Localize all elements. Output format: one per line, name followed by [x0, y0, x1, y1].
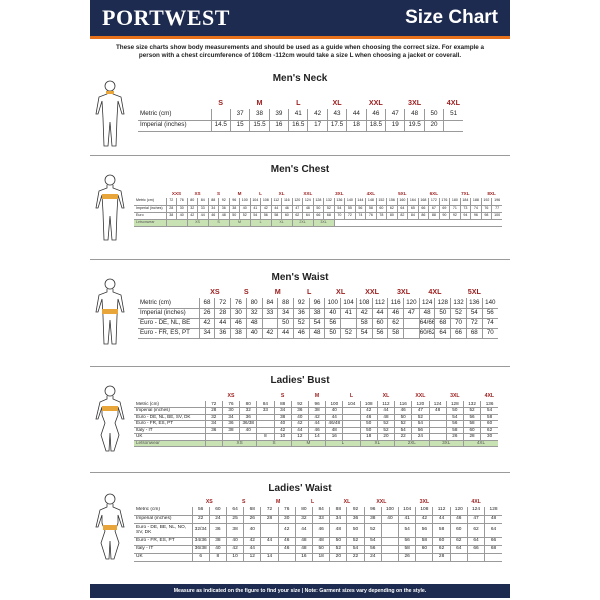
row-label: Euro - FR, ES, PT [134, 421, 205, 428]
table-row: Euro - DE, NL, BE 42 44 46 48 50 52 54 56 58 60 62 64/66 68 70 72 74 [138, 318, 498, 328]
size-label: XS [227, 393, 235, 400]
section-mens-chest [90, 158, 510, 258]
table-row: Metric (cm) 68 72 76 80 84 88 92 96 100 104 108 112 116 120 124 128 132 136 140 [138, 298, 498, 308]
size-label: 4XL [446, 97, 460, 107]
size-label: XL [278, 190, 285, 196]
table-row: UK 8 10 12 14 16 18 20 22 24 26 28 30 [134, 434, 498, 441]
size-label: M [256, 97, 263, 107]
size-label: 5XL [398, 190, 407, 196]
row-label: Italy - IT [134, 545, 192, 553]
section-title: Men's Chest [270, 164, 330, 175]
row-label: Imperial (inches) [134, 408, 205, 415]
size-label: 4XL [366, 190, 376, 196]
row-label: Imperial (inches) [134, 205, 166, 212]
table-row: Italy - IT 36 38 40 42 44 46 48 50 52 54 56 58 60 62 [134, 427, 498, 434]
row-label: Metric (cm) [134, 198, 166, 205]
size-label: 3XL [408, 97, 422, 107]
figure-waist-icon [92, 276, 128, 348]
size-label: M [314, 393, 320, 400]
size-row [134, 393, 498, 401]
table-row: Euro - FR, ES, PT 34/36 38 40 42 44 46 48 48 50 52 54 56 58 60 62 64 66 [134, 537, 502, 545]
section-ladies-bust [90, 369, 510, 471]
row-label: Italy - IT [134, 427, 205, 434]
table-row: Imperial (inches) 26 28 30 32 33 34 36 38 40 41 42 44 46 47 48 50 52 54 56 [138, 308, 498, 318]
size-label: S [280, 393, 285, 400]
table-row: Euro - FR, ES, PT 34 36 38 40 42 44 46 48 50 52 54 56 58 60/62 64 66 68 70 [138, 328, 498, 338]
table-row: Euro - FR, ES, PT 34 36 36/38 40 42 44 46/48 50 52 52 54 56 58 60 [134, 421, 498, 428]
row-label: UK [134, 434, 205, 441]
size-label: S [243, 287, 249, 297]
brand-logo: PORTWEST [102, 5, 230, 30]
size-label: 6XL [429, 190, 439, 196]
size-label: 4XL [484, 393, 495, 400]
figure-neck-icon [92, 78, 128, 150]
size-label: L [310, 499, 315, 506]
row-label: Euro - FR, ES, PT [134, 537, 192, 545]
row-label: Metric (cm) [134, 507, 192, 515]
section-divider [90, 472, 510, 473]
table-row-letsonwear: Letsonwear XS S M L XL 2XL 3XL 4XL [134, 440, 498, 447]
neck-size-table [138, 96, 463, 132]
table-row: Imperial (inches) 28 30 32 33 34 36 38 40 41 42 44 46 47 48 50 52 54 55 56 58 60 62 64 65 66 67 69 71 73 74 76 77 [134, 205, 502, 212]
section-divider [90, 155, 510, 156]
size-label: S [218, 97, 224, 107]
size-label: 7XL [461, 190, 470, 196]
row-label: Euro - DE, BE, NL, NO, SV, DK [134, 523, 192, 537]
size-label: 8XL [487, 190, 496, 196]
size-label: S [241, 499, 246, 506]
size-label: XL [332, 97, 342, 107]
size-label: M [237, 190, 242, 196]
size-label: S [217, 190, 221, 196]
size-label: XXL [376, 499, 387, 506]
row-label: Euro - DE, NL, BE, SV, DK [134, 414, 205, 421]
table-row-letsonwear: Letsonwear XS S M L XL 2XL 3XL [134, 219, 502, 226]
size-label: XL [343, 499, 351, 506]
size-label: L [296, 97, 301, 107]
footer-note: Measure as indicated on the figure to find your size | Note: Garment sizes vary depending on the style. [90, 584, 510, 598]
row-label: Metric (cm) [134, 401, 205, 408]
size-row [134, 499, 502, 507]
table-row: Metric (cm) 72 76 80 84 88 92 96 100 104 108 112 116 120 124 128 132 136 [134, 401, 498, 408]
row-label: Euro - FR, ES, PT [138, 328, 199, 338]
size-label: 3XL [419, 499, 430, 506]
size-row [138, 96, 463, 109]
size-label: M [275, 499, 281, 506]
table-row: Metric (cm) 56 60 64 68 72 76 80 84 88 92 96 100 104 108 112 120 124 128 [134, 507, 502, 515]
section-title: Ladies' Waist [268, 483, 332, 494]
table-row: Euro 38 40 42 44 46 48 50 52 54 56 58 60 62 64 66 68 70 72 74 76 78 80 82 84 86 88 90 92 94 96 98 100 [134, 212, 502, 219]
table-row: Metric (cm) 37 38 39 41 42 43 44 46 47 48 50 51 [138, 109, 463, 120]
table-row: Imperial (inches) 14.5 15 15.5 16 16.5 17 17.5 18 18.5 19 19.5 20 [138, 120, 463, 131]
size-label: 3XL [335, 190, 344, 196]
section-divider [90, 259, 510, 260]
size-label: XXL [368, 97, 383, 107]
size-label: XS [205, 499, 213, 506]
header-bar [90, 0, 510, 36]
row-label: Metric (cm) [138, 109, 211, 120]
section-ladies-waist [90, 475, 510, 583]
section-mens-neck [90, 68, 510, 154]
table-row: Italy - IT 36/38 40 42 44 46 48 50 52 54 56 58 60 62 64 66 68 [134, 545, 502, 553]
page-title: Size Chart [405, 7, 498, 28]
row-label: Imperial (inches) [134, 515, 192, 523]
section-title: Men's Waist [271, 272, 329, 283]
accent-bar [90, 36, 510, 39]
chest-size-table [134, 190, 502, 227]
row-label: Imperial (inches) [138, 120, 211, 131]
size-label: XXS [171, 190, 182, 196]
figure-ladies-waist-icon [92, 491, 128, 563]
size-row [138, 286, 498, 298]
table-row: Euro - DE, BE, NL, NO, SV, DK 32/34 36 38 40 42 44 46 48 50 52 54 56 58 60 62 64 [134, 523, 502, 537]
size-row [134, 190, 502, 198]
size-label: 3XL [396, 287, 411, 297]
row-label: Imperial (inches) [138, 308, 199, 318]
size-label: XXL [365, 287, 380, 297]
section-divider [90, 366, 510, 367]
row-label: Euro - DE, NL, BE [138, 318, 199, 328]
row-label: Letsonwear [134, 219, 166, 226]
size-label: L [349, 393, 354, 400]
size-label: 3XL [450, 393, 460, 400]
size-label: XL [382, 393, 390, 400]
size-label: L [259, 190, 262, 196]
section-title: Ladies' Bust [270, 375, 330, 386]
size-label: XS [210, 287, 220, 297]
table-row: Imperial (inches) 22 24 25 26 28 30 32 33 34 36 38 40 41 42 44 46 47 48 [134, 515, 502, 523]
size-label: 5XL [467, 287, 481, 297]
intro-text: These size charts show body measurements and should be used as a guide when choosing the correct size. For example a person with a chest circumference of 108cm -112cm would take a size L when choosing a jacket or coverall. [115, 44, 485, 59]
row-label: Metric (cm) [138, 298, 199, 308]
figure-chest-icon [92, 172, 128, 244]
bust-size-table [134, 393, 498, 447]
figure-bust-icon [92, 383, 128, 455]
table-row: UK 6 8 10 12 14 16 18 20 22 24 26 28 [134, 553, 502, 561]
row-label: Letsonwear [134, 440, 205, 447]
size-label: L [307, 287, 312, 297]
size-label: XL [336, 287, 346, 297]
size-label: M [274, 287, 281, 297]
section-mens-waist [90, 262, 510, 364]
table-row: Imperial (inches) 28 30 32 33 34 36 38 40 42 44 46 47 48 50 52 54 [134, 408, 498, 415]
section-title: Men's Neck [272, 73, 328, 84]
table-row: Euro - DE, NL, BE, SV, DK 32 34 36 38 40 42 44 46 48 50 52 54 56 58 [134, 414, 498, 421]
size-label: XS [194, 190, 201, 196]
table-row: Metric (cm) 72 76 80 84 88 92 96 100 104 108 112 116 120 124 128 132 136 140 144 148 152 156 160 164 168 172 176 180 184 188 192 196 [134, 198, 502, 205]
ladies-waist-size-table [134, 499, 502, 562]
size-label: XXL [415, 393, 426, 400]
waist-size-table [138, 286, 498, 339]
row-label: UK [134, 553, 192, 561]
row-label: Euro [134, 212, 166, 219]
size-label: 4XL [471, 499, 481, 506]
size-label: XXL [303, 190, 313, 196]
size-label: 4XL [428, 287, 442, 297]
